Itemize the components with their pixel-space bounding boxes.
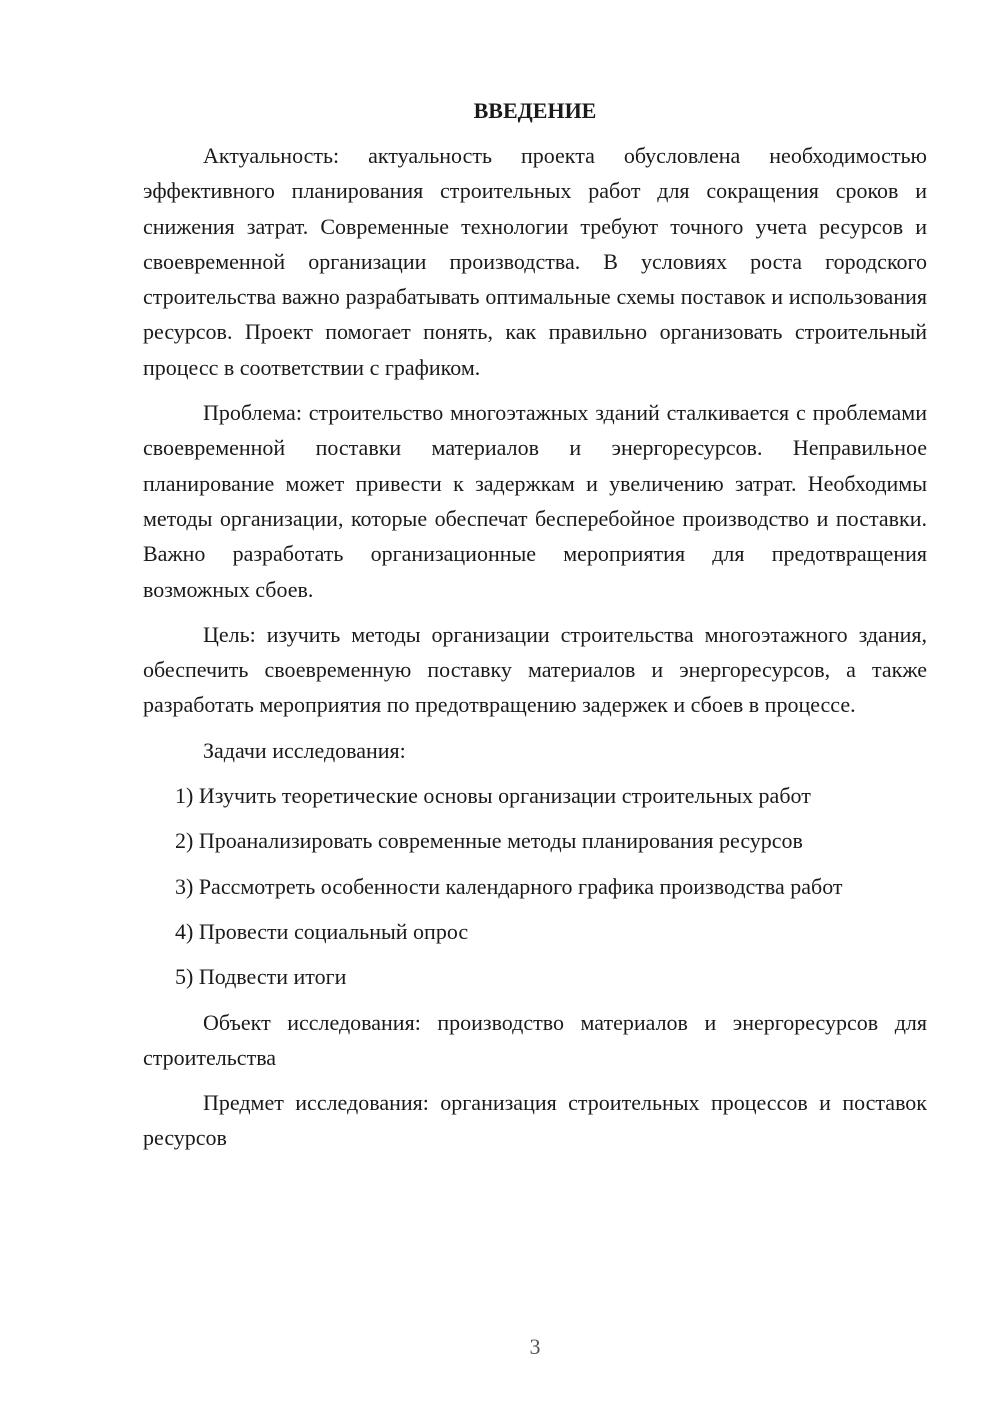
task-item: 2) Проанализировать современные методы планирования ресурсов <box>175 828 803 854</box>
tasks-title: Задачи исследования: <box>203 737 406 763</box>
task-item: 4) Провести социальный опрос <box>175 918 469 944</box>
section-heading: ВВЕДЕНИЕ <box>473 98 597 123</box>
object-paragraph: Объект исследования: производство материалов и энергоресурсов для строительства <box>143 1009 927 1070</box>
task-item: 5) Подвести итоги <box>175 964 347 990</box>
goal-paragraph: Цель: изучить методы организации строительства многоэтажного здания, обеспечить своевременную поставку материалов и энергоресурсов, а также разработать мероприятия по предотвращению задержек и сбоев в процессе. <box>143 621 927 718</box>
task-item: 3) Рассмотреть особенности календарного графика производства работ <box>175 873 843 899</box>
relevance-paragraph: Актуальность: актуальность проекта обусловлена необходимостью эффективного планирования строительных работ для сокращения сроков и снижения затрат. Современные технологии требуют точного учета ресурсов и своевременной организации производства. В условиях роста городского строительства важно разрабатывать оптимальные схемы поставок и использования ресурсов. Проект помогает понять, как правильно организовать строительный процесс в соответствии с графиком. <box>143 143 927 380</box>
tasks-list <box>143 778 927 994</box>
page-content <box>143 96 927 1166</box>
problem-paragraph: Проблема: строительство многоэтажных зданий сталкивается с проблемами своевременной поставки материалов и энергоресурсов. Неправильное планирование может привести к задержкам и увеличению затрат. Необходимы методы организации, которые обеспечат бесперебойное производство и поставки. Важно разработать организационные мероприятия для предотвращения возможных сбоев. <box>143 400 927 602</box>
page-number: 3 <box>529 1334 541 1359</box>
task-item: 1) Изучить теоретические основы организации строительных работ <box>175 783 811 809</box>
subject-paragraph: Предмет исследования: организация строительных процессов и поставок ресурсов <box>143 1090 927 1151</box>
